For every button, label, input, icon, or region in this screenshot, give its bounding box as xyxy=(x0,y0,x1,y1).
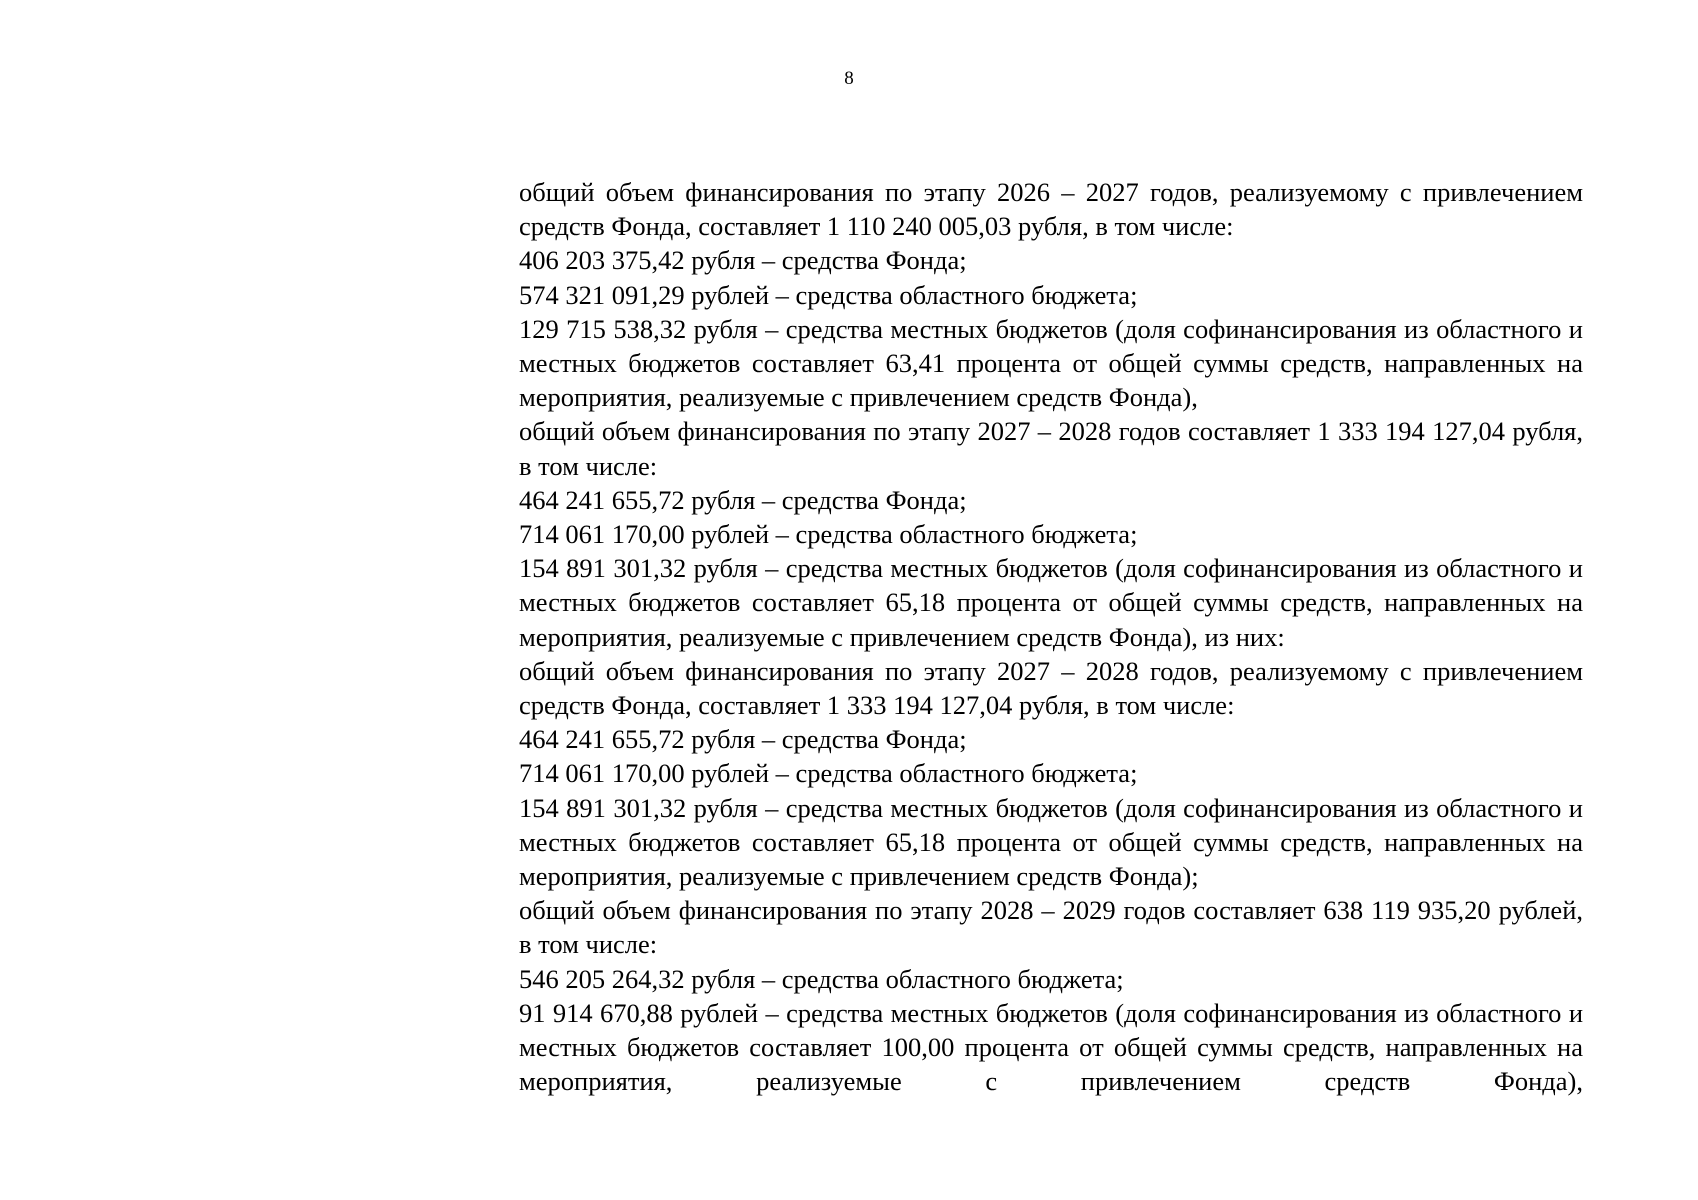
paragraph: 714 061 170,00 рублей – средства областного бюджета; xyxy=(519,519,1138,550)
paragraph: 546 205 264,32 рубля – средства областного бюджета; xyxy=(519,963,1124,994)
paragraph: 406 203 375,42 рубля – средства Фонда; xyxy=(519,245,967,276)
paragraph: 574 321 091,29 рублей – средства областного бюджета; xyxy=(519,279,1138,310)
paragraph: 154 891 301,32 рубля – средства местных бюджетов (доля софинансирования из областного и местных бюджетов составляет 65,18 процента от общей суммы средств, направленных на мероприятия, реализуемые с привлечением средств Фонда), из них: xyxy=(519,553,1583,652)
paragraph: 464 241 655,72 рубля – средства Фонда; xyxy=(519,484,967,515)
paragraph: общий объем финансирования по этапу 2027 – 2028 годов, реализуемому с привлечением средств Фонда, составляет 1 333 194 127,04 рубля, в том числе: xyxy=(519,655,1583,721)
paragraph: 714 061 170,00 рублей – средства областного бюджета; xyxy=(519,758,1138,789)
paragraph: 91 914 670,88 рублей – средства местных бюджетов (доля софинансирования из областного и местных бюджетов составляет 100,00 процента от общей суммы средств, направленных на мероприятия, реализуемые с привлечением средств Фонда), xyxy=(519,997,1583,1097)
paragraph: общий объем финансирования по этапу 2026 – 2027 годов, реализуемому с привлечением средств Фонда, составляет 1 110 240 005,03 рубля, в том числе: xyxy=(519,177,1583,242)
paragraph: 129 715 538,32 рубля – средства местных бюджетов (доля софинансирования из областного и местных бюджетов составляет 63,41 процента от общей суммы средств, направленных на мероприятия, реализуемые с привлечением средств Фонда), xyxy=(519,313,1583,413)
document-body xyxy=(519,175,1583,1098)
paragraph: общий объем финансирования по этапу 2027 – 2028 годов составляет 1 333 194 127,04 рубля, в том числе: xyxy=(519,416,1583,481)
page-number: 8 xyxy=(844,68,854,89)
paragraph: общий объем финансирования по этапу 2028 – 2029 годов составляет 638 119 935,20 рублей, в том числе: xyxy=(519,895,1583,960)
paragraph: 154 891 301,32 рубля – средства местных бюджетов (доля софинансирования из областного и местных бюджетов составляет 65,18 процента от общей суммы средств, направленных на мероприятия, реализуемые с привлечением средств Фонда); xyxy=(519,792,1583,892)
paragraph: 464 241 655,72 рубля – средства Фонда; xyxy=(519,724,967,755)
